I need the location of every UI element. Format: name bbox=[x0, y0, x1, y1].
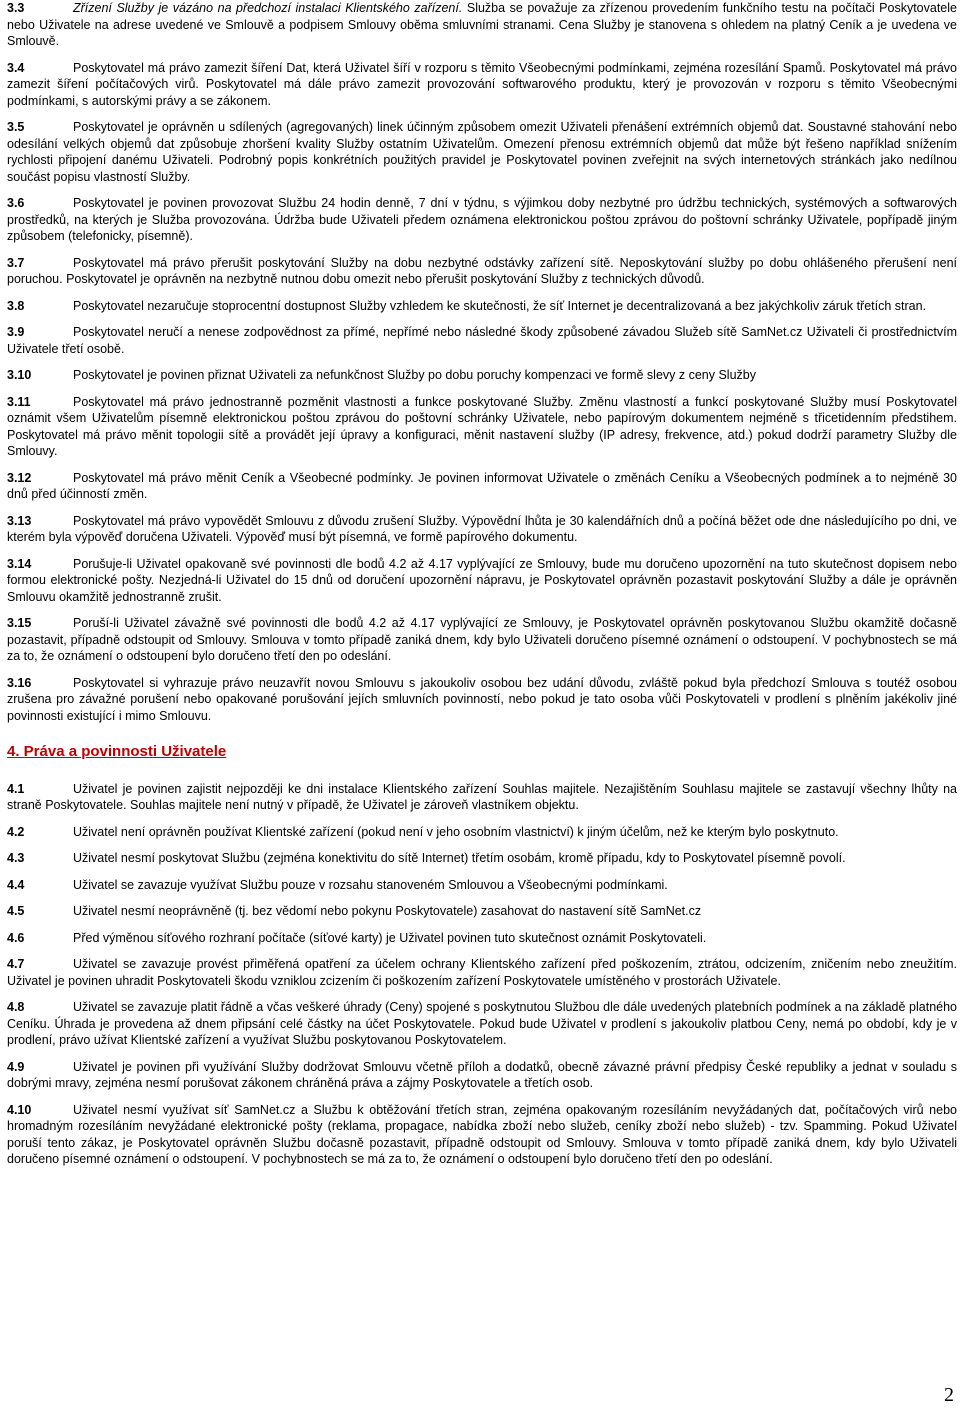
clause-text: Porušuje-li Uživatel opakovaně své povinnosti dle bodů 4.2 až 4.17 vyplývající ze Smlouvy, bude mu doručeno upozornění na tuto skutečnost dopisem nebo formou elektronické pošty. Nezjedná-li Uživatel do 15 dnů od doručení upozornění nápravu, je Poskytovatel oprávněn pozastavit poskytování Služby a dále je oprávněn Smlouvu okamžitě jednostranně zrušit. bbox=[7, 556, 957, 604]
clause-paragraph bbox=[7, 119, 957, 185]
clause-text: Poskytovatel neručí a nenese zodpovědnost za přímé, nepřímé nebo následné škody způsobené závadou Služeb sítě SamNet.cz Uživateli či prostřednictvím Uživatele třetí osobě. bbox=[7, 325, 957, 356]
clause-text: Poskytovatel má právo jednostranně pozměnit vlastnosti a funkce poskytované Služby. Změnu vlastností a funkcí poskytované Služby musí Poskytovatel oznámit všem Uživatelům písemně elektronickou poštou zprávou do poštovní schránky Uživatele, nebo papírovým dokumentem nejméně s třicetidenním předstihem. Poskytovatel má právo měnit topologii sítě a provádět její úpravy a konfiguraci, měnit nastavení služby (IP adresy, frekvence, atd.) pokud dodrží parametry Služby dle Smlouvy. bbox=[7, 394, 957, 458]
page-number: 2 bbox=[944, 1384, 954, 1406]
clause-paragraph bbox=[7, 675, 957, 725]
clause-text: Uživatel se zavazuje využívat Službu pouze v rozsahu stanoveném Smlouvou a Všeobecnými podmínkami. bbox=[73, 877, 668, 892]
clause-paragraph bbox=[7, 298, 957, 315]
clause-text: Poskytovatel má právo zamezit šíření Dat, která Uživatel šíří v rozporu s těmito Všeobecnými podmínkami, zejména rozesílání Spamů. Poskytovatel má právo zamezit šíření počítačových virů. Poskytovatel má dále právo zamezit provozování softwarového produktu, který je provozován v rozporu s těmito Všeobecnými podmínkami, s autorskými právy a se zákonem. bbox=[7, 60, 957, 108]
clause-paragraph bbox=[7, 850, 957, 867]
document-page bbox=[7, 0, 957, 1178]
clause-number: 3.13 bbox=[7, 513, 32, 528]
clause-paragraph bbox=[7, 999, 957, 1049]
clause-number: 3.11 bbox=[7, 394, 31, 409]
clause-paragraph bbox=[7, 470, 957, 503]
clause-number: 4.7 bbox=[7, 957, 25, 971]
section-4-paragraphs bbox=[7, 781, 957, 1168]
section-3-paragraphs bbox=[7, 0, 957, 724]
clause-number: 4.10 bbox=[7, 1102, 32, 1117]
clause-text: Poskytovatel má právo měnit Ceník a Všeobecné podmínky. Je povinen informovat Uživatele o změnách Ceníku a Všeobecných podmínek a to nejméně 30 dnů před účinností změn. bbox=[7, 470, 957, 501]
clause-number: 4.4 bbox=[7, 877, 25, 892]
clause-paragraph bbox=[7, 255, 957, 288]
clause-number: 4.1 bbox=[7, 781, 25, 796]
clause-number: 4.6 bbox=[7, 930, 25, 945]
clause-text: Poskytovatel si vyhrazuje právo neuzavřít novou Smlouvu s jakoukoliv osobou bez udání důvodu, zvláště pokud byla předchozí Smlouva s toutéž osobou zrušena pro závažné porušení nebo opakované porušování jejích smluvních povinností, nebo pokud je tato osoba vůči Poskytovateli v prodlení s plněním jakékoliv jiné povinnosti existující i mimo Smlouvu. bbox=[7, 675, 957, 723]
clause-text: Poskytovatel je oprávněn u sdílených (agregovaných) linek účinným způsobem omezit Uživateli přenášení extrémních objemů dat. Soustavné stahování nebo odesílání velkých objemů dat způsobuje zhoršení kvality Služby ostatním Uživatelům. Omezení přenosu extrémních objemů dat může být řešeno například snížením rychlosti připojení danému Uživateli. Podrobný popis konkrétních použitých pravidel je Poskytovatel povinen zveřejnit na svých internetových stránkách jako nedílnou součást popisu vlastností Služby. bbox=[7, 120, 957, 184]
clause-text: Uživatel nesmí poskytovat Službu (zejména konektivitu do sítě Internet) třetím osobám, kromě případu, kdy to Poskytovatel písemně povolí. bbox=[73, 851, 846, 865]
clause-text: Poskytovatel nezaručuje stoprocentní dostupnost Služby vzhledem ke skutečnosti, že síť Internet je decentralizovaná a bez jakýchkoliv záruk třetích stran. bbox=[73, 298, 927, 313]
clause-number: 4.2 bbox=[7, 824, 25, 839]
clause-paragraph bbox=[7, 956, 957, 989]
clause-paragraph bbox=[7, 195, 957, 245]
clause-number: 3.8 bbox=[7, 298, 25, 313]
clause-number: 3.16 bbox=[7, 675, 32, 690]
clause-number: 4.5 bbox=[7, 904, 25, 918]
clause-paragraph bbox=[7, 930, 957, 947]
clause-number: 3.9 bbox=[7, 325, 25, 339]
clause-paragraph bbox=[7, 1059, 957, 1092]
clause-number: 4.9 bbox=[7, 1059, 25, 1074]
clause-text: Uživatel je povinen při využívání Služby dodržovat Smlouvu včetně příloh a dodatků, obecně závazné právní předpisy České republiky a jednat v souladu s dobrými mravy, zejména nesmí porušovat zákonem chráněná práva a zájmy Poskytovatele a třetích osob. bbox=[7, 1059, 957, 1090]
clause-number: 3.7 bbox=[7, 255, 25, 270]
clause-paragraph bbox=[7, 324, 957, 357]
clause-paragraph bbox=[7, 394, 957, 460]
clause-paragraph bbox=[7, 513, 957, 546]
clause-text: Služba se považuje za zřízenou provedením funkčního testu na počítači Poskytovatele nebo Uživatele na adrese uvedené ve Smlouvě a podpisem Smlouvy oběma smluvními stranami. Cena Služby je stanovena s ohledem na platný Ceník a je uvedena ve Smlouvě. bbox=[7, 1, 957, 48]
clause-text: Poskytovatel má právo přerušit poskytování Služby na dobu nezbytné odstávky zařízení sítě. Neposkytování služby po dobu ohlášeného přerušení není poruchou. Poskytovatel je oprávněn na nezbytně nutnou dobu omezit nebo přerušit poskytování Služby z technických důvodů. bbox=[7, 255, 957, 286]
clause-paragraph bbox=[7, 1102, 957, 1168]
clause-number: 3.3 bbox=[7, 1, 25, 15]
clause-text: Uživatel nesmí využívat síť SamNet.cz a Službu k obtěžování třetích stran, zejména opakovaným rozesíláním nevyžádaných dat, počítačových virů nebo hromadným rozesíláním nevyžádané elektronické pošty (reklama, propagace, nabídka zboží nebo služeb, ceníky zboží nebo služeb) - tzv. Spamming. Pokud Uživatel poruší tento zákaz, je Poskytovatel oprávněn Službu dočasně pozastavit, případně odstoupit od Smlouvy. Smlouva v tomto případě zaniká dnem, kdy bylo Uživateli doručeno písemné oznámení o odstoupení. V pochybnostech se má za to, že oznámení o odstoupení bylo doručeno třetí den po odeslání. bbox=[7, 1102, 957, 1166]
clause-number: 3.5 bbox=[7, 120, 25, 134]
clause-number: 3.10 bbox=[7, 368, 32, 382]
clause-text: Před výměnou síťového rozhraní počítače (síťové karty) je Uživatel povinen tuto skutečnost oznámit Poskytovateli. bbox=[73, 930, 707, 945]
clause-number: 3.14 bbox=[7, 556, 32, 571]
clause-paragraph bbox=[7, 903, 957, 920]
clause-text: Poskytovatel má právo vypovědět Smlouvu z důvodu zrušení Služby. Výpovědní lhůta je 30 kalendářních dnů a počíná běžet ode dne následujícího po dni, ve kterém byla výpověď doručena Uživateli. Výpověď musí být písemná, ve formě papírového dokumentu. bbox=[7, 513, 957, 544]
clause-paragraph bbox=[7, 556, 957, 606]
clause-text: Poruší-li Uživatel závažně své povinnosti dle bodů 4.2 až 4.17 vyplývající ze Smlouvy, je Poskytovatel oprávněn poskytovanou Službu okamžitě dočasně pozastavit, případně odstoupit od Smlouvy. Smlouva v tomto případě zaniká dnem, kdy bylo Uživateli doručeno písemné oznámení o odstoupení. V pochybnostech se má za to, že oznámení o odstoupení bylo doručeno třetí den po odeslání. bbox=[7, 616, 957, 663]
clause-number: 3.15 bbox=[7, 616, 32, 630]
clause-text: Uživatel se zavazuje provést přiměřená opatření za účelem ochrany Klientského zařízení před poškozením, ztrátou, odcizením, zničením nebo zneužitím. Uživatel je povinen uhradit Poskytovateli škodu vzniklou zcizením či poškozením zařízení Poskytovatele umístěného v prostorách Uživatele. bbox=[7, 957, 957, 988]
section-heading-4: 4. Práva a povinnosti Uživatele bbox=[7, 743, 227, 760]
clause-text: Uživatel nesmí neoprávněně (tj. bez vědomí nebo pokynu Poskytovatele) zasahovat do nastavení sítě SamNet.cz bbox=[73, 904, 702, 918]
clause-paragraph bbox=[7, 60, 957, 110]
clause-number: 3.4 bbox=[7, 60, 25, 75]
clause-paragraph bbox=[7, 877, 957, 894]
clause-paragraph bbox=[7, 781, 957, 814]
clause-text: Uživatel je povinen zajistit nejpozději ke dni instalace Klientského zařízení Souhlas majitele. Nezajištěním Souhlasu majitele se zastavují všechny lhůty na straně Poskytovatele. Souhlas majitele není nutný v případě, že Uživatel je zároveň vlastníkem objektu. bbox=[7, 781, 957, 812]
clause-paragraph bbox=[7, 615, 957, 665]
clause-number: 4.3 bbox=[7, 851, 25, 865]
clause-paragraph bbox=[7, 367, 957, 384]
clause-paragraph bbox=[7, 824, 957, 841]
clause-text: Poskytovatel je povinen přiznat Uživateli za nefunkčnost Služby po dobu poruchy kompenzaci ve formě slevy z ceny Služby bbox=[73, 368, 756, 382]
clause-number: 3.12 bbox=[7, 470, 32, 485]
clause-number: 3.6 bbox=[7, 196, 25, 210]
clause-paragraph bbox=[7, 0, 957, 50]
clause-text: Uživatel se zavazuje platit řádně a včas veškeré úhrady (Ceny) spojené s poskytnutou Službou dle dále uvedených platebních podmínek a na základě platného Ceníku. Úhrada je provedena až dnem připsání celé částky na účet Poskytovatele. Pokud bude Uživatel v prodlení s jakoukoliv platbou Ceny, nemá po období, kdy je v prodlení, právo užívat Klientské zařízení a využívat Službu poskytovanou Poskytovatelem. bbox=[7, 1000, 957, 1047]
clause-number: 4.8 bbox=[7, 1000, 25, 1014]
clause-text: Poskytovatel je povinen provozovat Službu 24 hodin denně, 7 dní v týdnu, s výjimkou doby nezbytné pro údržbu technických, systémových a softwarových prostředků, na kterých je Služba provozována. Údržba bude Uživateli předem oznámena elektronickou poštou zprávou do poštovní schránky Uživatele, popřípadě jiným způsobem (telefonicky, písemně). bbox=[7, 196, 957, 243]
clause-italic-text: Zřízení Služby je vázáno na předchozí instalaci Klientského zařízení. bbox=[73, 1, 463, 15]
clause-text: Uživatel není oprávněn používat Klientské zařízení (pokud není v jeho osobním vlastnictví) k jiným účelům, než ke kterým bylo poskytnuto. bbox=[73, 824, 839, 839]
